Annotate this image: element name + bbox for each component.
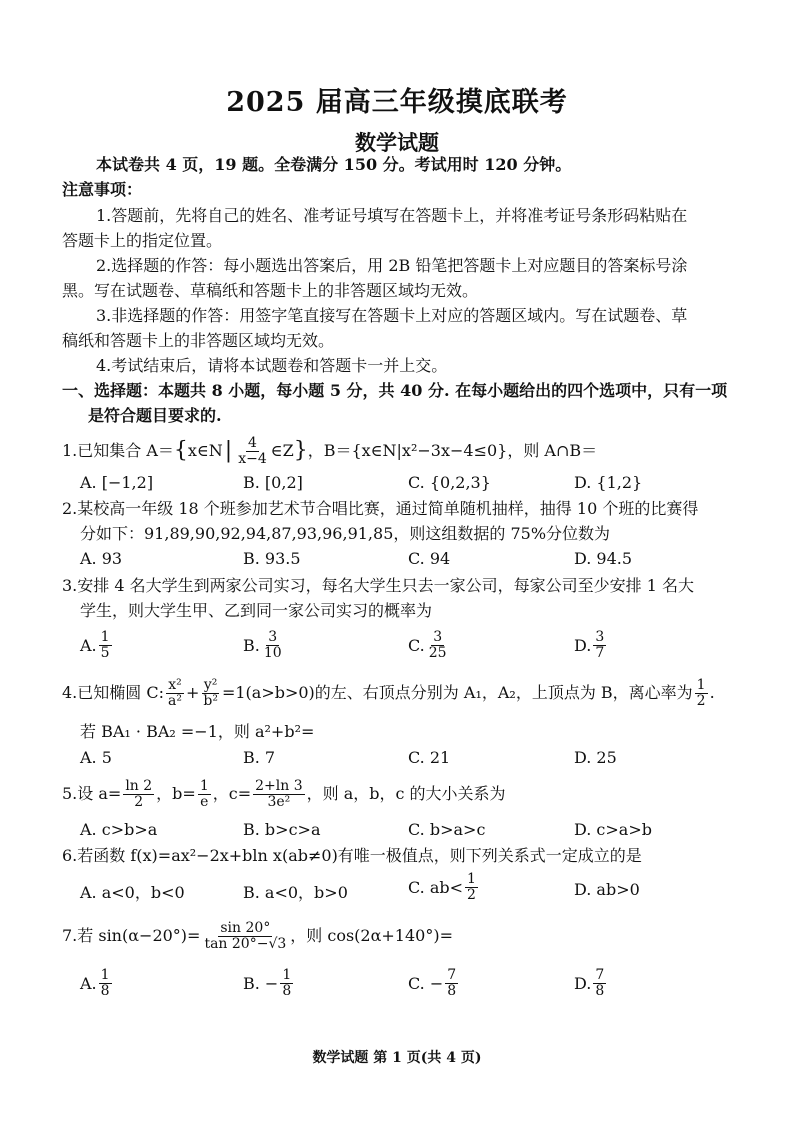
question-6-stem: 6.若函数 f(x)=ax²−2x+bln x(ab≠0)有唯一极值点，则下列关系式一定成立的是: [62, 846, 642, 865]
question-3-line-1: 3.安排 4 名大学生到两家公司实习，每名大学生只去一家公司，每家公司至少安排 1 名大: [62, 576, 694, 595]
q6-option-a: A. a<0，b<0: [80, 883, 185, 902]
question-4-line-2: 若 BA₁ · BA₂ =−1，则 a²+b²=: [80, 722, 315, 741]
section-1-heading: 一、选择题：本题共 8 小题，每小题 5 分，共 40 分. 在每小题给出的四个选项中，只有一项: [62, 381, 728, 400]
q1-option-c: C. {0,2,3}: [408, 473, 491, 492]
q3-option-a: A. $\frac{1}{5}$: [80, 629, 110, 661]
question-4-line-1: 4.已知椭圆 C: $\frac{\text{x²}}{\text{a²}}$ + $\frac{\text{y²}}{\text{b²}}$ =1(a>b>0)的左、右顶点分别为 A₁，A₂，上顶点为 B，离心率为 $\frac{1}{2}$ .: [62, 676, 715, 709]
notice-heading: 注意事项：: [62, 180, 143, 199]
page-subtitle: 数学试题: [355, 130, 439, 155]
exam-info: 本试卷共 4 页，19 题。全卷满分 150 分。考试用时 120 分钟。: [96, 155, 572, 174]
q1-option-b: B. [0,2]: [243, 473, 303, 492]
notice-item-2-line-1: 2.选择题的作答：每小题选出答案后，用 2B 铅笔把答题卡上对应题目的答案标号涂: [96, 256, 688, 275]
q5-option-b: B. b>c>a: [243, 820, 321, 839]
notice-item-3-line-1: 3.非选择题的作答：用签字笔直接写在答题卡上对应的答题区域内。写在试题卷、草: [96, 306, 688, 325]
notice-item-1-line-1: 1.答题前，先将自己的姓名、准考证号填写在答题卡上，并将准考证号条形码粘贴在: [96, 206, 688, 225]
question-2-line-1: 2.某校高一年级 18 个班参加艺术节合唱比赛，通过简单随机抽样，抽得 10 个班的比赛得: [62, 499, 699, 518]
question-2-line-2: 分如下：91,89,90,92,94,87,93,96,91,85，则这组数据的 75%分位数为: [80, 524, 611, 543]
q2-option-b: B. 93.5: [243, 549, 301, 568]
page-title: 2025 届高三年级摸底联考: [226, 87, 568, 118]
q7-option-c: C. − $\frac{7}{8}$: [408, 967, 457, 999]
q5-option-d: D. c>a>b: [574, 820, 652, 839]
q1-option-a: A. [−1,2]: [80, 473, 154, 492]
notice-item-2-line-2: 黑。写在试题卷、草稿纸和答题卡上的非答题区域均无效。: [62, 281, 479, 300]
q4-option-d: D. 25: [574, 748, 617, 767]
q7-option-b: B. − $\frac{1}{8}$: [243, 967, 292, 999]
q1-fraction: $\frac{4}{x-4}$: [238, 434, 267, 467]
question-3-line-2: 学生，则大学生甲、乙到同一家公司实习的概率为: [80, 601, 433, 620]
q3-option-b: B. $\frac{3}{10}$: [243, 629, 282, 661]
page-footer: 数学试题 第 1 页(共 4 页): [312, 1050, 482, 1066]
q2-option-d: D. 94.5: [574, 549, 633, 568]
q3-option-c: C. $\frac{3}{25}$: [408, 629, 447, 661]
q5-option-a: A. c>b>a: [80, 820, 158, 839]
q6-option-c: C. ab< $\frac{1}{2}$: [408, 871, 476, 903]
question-7-stem: 7.若 sin(α−20°)= $\frac{\sin 20^\circ}{\tan 20^\circ-√3}$ ，则 cos(2α+140°)=: [62, 919, 453, 952]
q3-option-d: D. $\frac{3}{7}$: [574, 629, 605, 661]
q4-option-b: B. 7: [243, 748, 276, 767]
q5-option-c: C. b>a>c: [408, 820, 486, 839]
question-5-stem: 5.设 a= $\frac{\ln 2}{2}$ ，b= $\frac{1}{e}$ ，c= $\frac{2+\ln 3}{\text{3e²}}$ ，则 a，b，c 的大小关系为: [62, 777, 506, 810]
question-1-stem: 1.已知集合 A＝ { x∈N | $\frac{4}{x-4}$ ∈Z } ，B＝{x∈N|x²−3x−4≤0}，则 A∩B＝: [62, 434, 598, 467]
q7-option-a: A. $\frac{1}{8}$: [80, 967, 110, 999]
q7-option-d: D. $\frac{7}{8}$: [574, 967, 605, 999]
notice-item-3-line-2: 稿纸和答题卡上的非答题区域均无效。: [62, 331, 335, 350]
q2-option-c: C. 94: [408, 549, 451, 568]
notice-item-1-line-2: 答题卡上的指定位置。: [62, 231, 223, 250]
q4-option-a: A. 5: [80, 748, 112, 767]
notice-item-4: 4.考试结束后，请将本试题卷和答题卡一并上交。: [96, 356, 448, 375]
section-1-heading-line-2: 是符合题目要求的.: [88, 406, 222, 425]
q1-option-d: D. {1,2}: [574, 473, 643, 492]
q6-option-d: D. ab>0: [574, 880, 640, 899]
q4-option-c: C. 21: [408, 748, 451, 767]
q6-option-b: B. a<0，b>0: [243, 883, 348, 902]
q2-option-a: A. 93: [80, 549, 123, 568]
